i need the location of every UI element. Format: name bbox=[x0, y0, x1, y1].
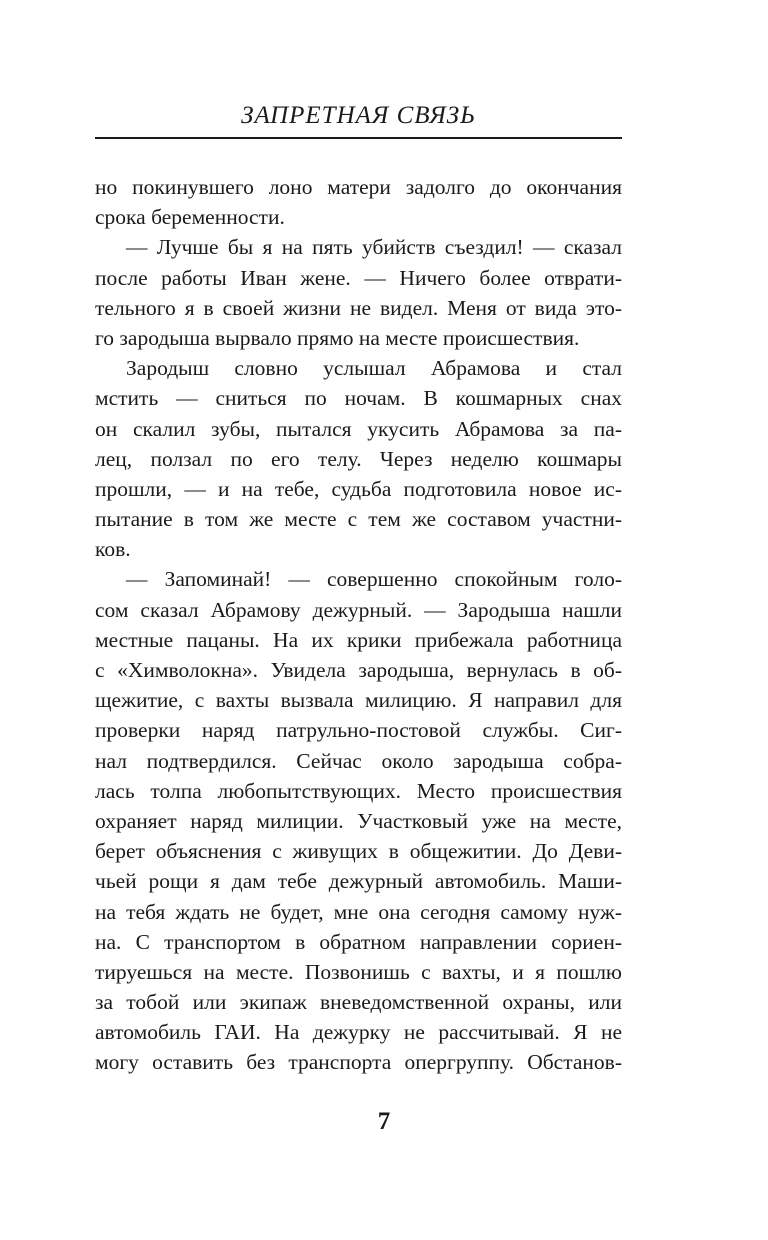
text-line: срока беременности. bbox=[95, 205, 285, 230]
text-line: после работы Иван жене. — Ничего более отврати- bbox=[95, 265, 622, 290]
text-line: нал подтвердился. Сейчас около зародыша собра- bbox=[95, 748, 622, 773]
text-line: ков. bbox=[95, 537, 131, 562]
text-line: — Лучше бы я на пять убийств съездил! — сказал bbox=[126, 235, 622, 260]
text-line: сом сказал Абрамову дежурный. — Зародыша нашли bbox=[95, 597, 622, 622]
text-line: на. С транспортом в обратном направлении сориен- bbox=[95, 929, 622, 954]
body-text bbox=[95, 172, 622, 1078]
text-line: чьей рощи я дам тебе дежурный автомобиль. Маши- bbox=[95, 869, 622, 894]
text-line: но покинувшего лоно матери задолго до окончания bbox=[95, 175, 622, 199]
header-rule bbox=[95, 137, 622, 139]
text-line: могу оставить без транспорта опергруппу. Обстанов- bbox=[95, 1050, 622, 1075]
text-line: за тобой или экипаж вневедомственной охраны, или bbox=[95, 990, 622, 1015]
text-line: с «Химволокна». Увидела зародыша, вернулась в об- bbox=[95, 658, 622, 682]
text-line: он скалил зубы, пытался укусить Абрамова за па- bbox=[95, 416, 622, 441]
text-line: прошли, — и на тебе, судьба подготовила новое ис- bbox=[95, 476, 622, 501]
text-line: лец, ползал по его телу. Через неделю кошмары bbox=[95, 446, 622, 471]
text-line: берет объяснения с живущих в общежитии. До Деви- bbox=[95, 839, 622, 864]
text-line: тируешься на месте. Позвонишь с вахты, и я пошлю bbox=[95, 959, 622, 984]
text-line: Зародыш словно услышал Абрамова и стал bbox=[126, 356, 622, 381]
text-line: мстить — сниться по ночам. В кошмарных снах bbox=[95, 386, 622, 411]
text-line: местные пацаны. На их крики прибежала работница bbox=[95, 627, 622, 652]
running-head: ЗАПРЕТНАЯ СВЯЗЬ bbox=[241, 102, 476, 129]
text-line: пытание в том же месте с тем же составом участни- bbox=[95, 507, 622, 532]
text-line: охраняет наряд милиции. Участковый уже на месте, bbox=[95, 808, 622, 833]
text-line: проверки наряд патрульно-постовой службы. Сиг- bbox=[95, 718, 622, 743]
page-number: 7 bbox=[377, 1108, 391, 1135]
text-line: — Запоминай! — совершенно спокойным голо- bbox=[126, 567, 622, 592]
text-line: автомобиль ГАИ. На дежурку не рассчитывай. Я не bbox=[95, 1020, 622, 1045]
text-line: тельного я в своей жизни не видел. Меня от вида это- bbox=[95, 295, 622, 320]
text-line: щежитие, с вахты вызвала милицию. Я направил для bbox=[95, 688, 622, 713]
text-line: на тебя ждать не будет, мне она сегодня самому нуж- bbox=[95, 899, 622, 924]
text-line: го зародыша вырвало прямо на месте происшествия. bbox=[95, 325, 580, 350]
text-line: лась толпа любопытствующих. Место происшествия bbox=[95, 778, 622, 803]
